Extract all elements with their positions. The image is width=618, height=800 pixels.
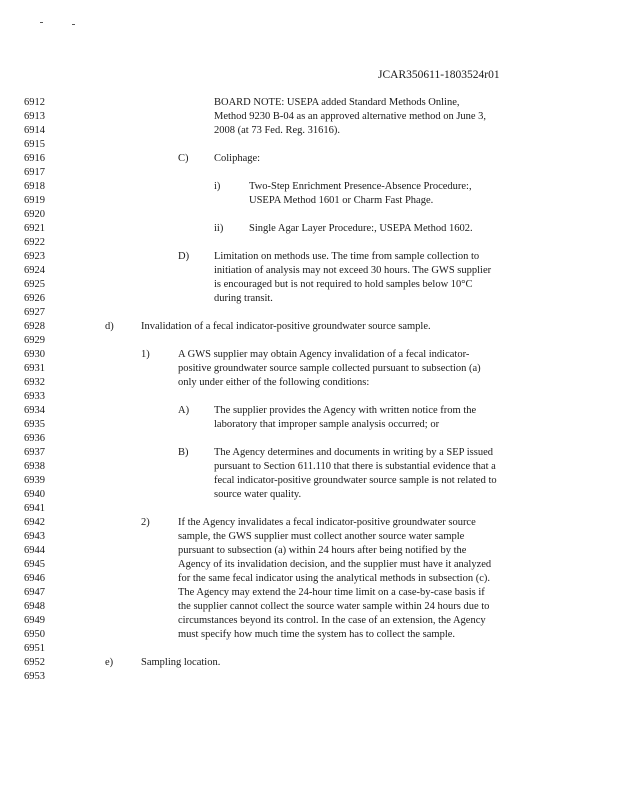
paragraph-line: Limitation on methods use. The time from sample collection to — [214, 251, 480, 262]
line-number: 6949 — [24, 615, 45, 626]
line-number: 6927 — [24, 307, 45, 318]
paragraph-line: Agency of its invalidation decision, and the supplier must have it analyzed — [178, 559, 492, 570]
line-number: 6924 — [24, 265, 45, 276]
line-number: 6939 — [24, 475, 45, 486]
paragraph-line: must specify how much time the system has to collect the sample. — [178, 629, 456, 640]
line-number: 6926 — [24, 293, 45, 304]
line-number: 6953 — [24, 671, 45, 682]
item-marker: B) — [178, 447, 189, 458]
line-number: 6937 — [24, 447, 45, 458]
paragraph-line: sample, the GWS supplier must collect another source water sample — [178, 531, 465, 542]
line-number: 6950 — [24, 629, 45, 640]
paragraph-line: The supplier provides the Agency with written notice from the — [214, 405, 477, 416]
line-number: 6918 — [24, 181, 45, 192]
line-number: 6920 — [24, 209, 45, 220]
line-number: 6922 — [24, 237, 45, 248]
paragraph-line: pursuant to Section 611.110 that there is substantial evidence that a — [214, 461, 496, 472]
line-number: 6936 — [24, 433, 45, 444]
paragraph-line: The Agency may extend the 24-hour time limit on a case-by-case basis if — [178, 587, 485, 598]
line-number: 6935 — [24, 419, 45, 430]
board-note-line: 2008 (at 73 Fed. Reg. 31616). — [214, 125, 340, 136]
paragraph-line: during transit. — [214, 293, 273, 304]
scan-speck — [40, 22, 43, 23]
line-number: 6923 — [24, 251, 45, 262]
line-number: 6919 — [24, 195, 45, 206]
line-number: 6952 — [24, 657, 45, 668]
paragraph-line: source water quality. — [214, 489, 302, 500]
paragraph-line: is encouraged but is not required to hold samples below 10°C — [214, 279, 473, 290]
line-number: 6932 — [24, 377, 45, 388]
paragraph-line: only under either of the following conditions: — [178, 377, 370, 388]
item-marker: i) — [214, 181, 221, 192]
line-number: 6946 — [24, 573, 45, 584]
line-number: 6928 — [24, 321, 45, 332]
section-heading: Invalidation of a fecal indicator-positive groundwater source sample. — [141, 321, 431, 332]
section-marker: d) — [105, 321, 114, 332]
line-number: 6916 — [24, 153, 45, 164]
line-number: 6933 — [24, 391, 45, 402]
line-number: 6915 — [24, 139, 45, 150]
line-number: 6930 — [24, 349, 45, 360]
board-note-line: Method 9230 B-04 as an approved alternative method on June 3, — [214, 111, 487, 122]
line-number: 6941 — [24, 503, 45, 514]
line-number: 6914 — [24, 125, 45, 136]
line-number: 6942 — [24, 517, 45, 528]
item-marker: C) — [178, 153, 189, 164]
paragraph-line: pursuant to subsection (a) within 24 hours after being notified by the — [178, 545, 467, 556]
item-marker: ii) — [214, 223, 224, 234]
paragraph-line: laboratory that improper sample analysis occurred; or — [214, 419, 440, 430]
paragraph-line: USEPA Method 1601 or Charm Fast Phage. — [249, 195, 434, 206]
line-number: 6944 — [24, 545, 45, 556]
line-number: 6934 — [24, 405, 45, 416]
document-id: JCAR350611-1803524r01 — [378, 69, 500, 81]
paragraph-line: Single Agar Layer Procedure:, USEPA Method 1602. — [249, 223, 473, 234]
line-number: 6947 — [24, 587, 45, 598]
item-marker: D) — [178, 251, 190, 262]
line-number: 6931 — [24, 363, 45, 374]
line-number: 6940 — [24, 489, 45, 500]
line-number: 6929 — [24, 335, 45, 346]
paragraph-line: circumstances beyond its control. In the case of an extension, the Agency — [178, 615, 486, 626]
paragraph-line: The Agency determines and documents in writing by a SEP issued — [214, 447, 493, 458]
line-number: 6938 — [24, 461, 45, 472]
paragraph-line: the supplier cannot collect the source water sample within 24 hours due to — [178, 601, 490, 612]
paragraph-line: for the same fecal indicator using the analytical methods in subsection (c). — [178, 573, 490, 584]
scan-speck — [72, 24, 75, 25]
line-number: 6917 — [24, 167, 45, 178]
line-number: 6921 — [24, 223, 45, 234]
line-number: 6951 — [24, 643, 45, 654]
paragraph-line: fecal indicator-positive groundwater source sample is not related to — [214, 475, 497, 486]
line-number: 6943 — [24, 531, 45, 542]
line-number: 6925 — [24, 279, 45, 290]
line-number: 6945 — [24, 559, 45, 570]
item-marker: 2) — [141, 517, 150, 528]
item-heading: Coliphage: — [214, 153, 261, 164]
paragraph-line: Two-Step Enrichment Presence-Absence Procedure:, — [249, 181, 472, 192]
section-heading: Sampling location. — [141, 657, 221, 668]
paragraph-line: positive groundwater source sample collected pursuant to subsection (a) — [178, 363, 481, 374]
item-marker: A) — [178, 405, 190, 416]
paragraph-line: A GWS supplier may obtain Agency invalidation of a fecal indicator- — [178, 349, 470, 360]
section-marker: e) — [105, 657, 114, 668]
board-note-line: BOARD NOTE: USEPA added Standard Methods Online, — [214, 97, 460, 108]
paragraph-line: If the Agency invalidates a fecal indicator-positive groundwater source — [178, 517, 476, 528]
paragraph-line: initiation of analysis may not exceed 30 hours. The GWS supplier — [214, 265, 492, 276]
item-marker: 1) — [141, 349, 150, 360]
line-number: 6913 — [24, 111, 45, 122]
line-number: 6948 — [24, 601, 45, 612]
line-number: 6912 — [24, 97, 45, 108]
